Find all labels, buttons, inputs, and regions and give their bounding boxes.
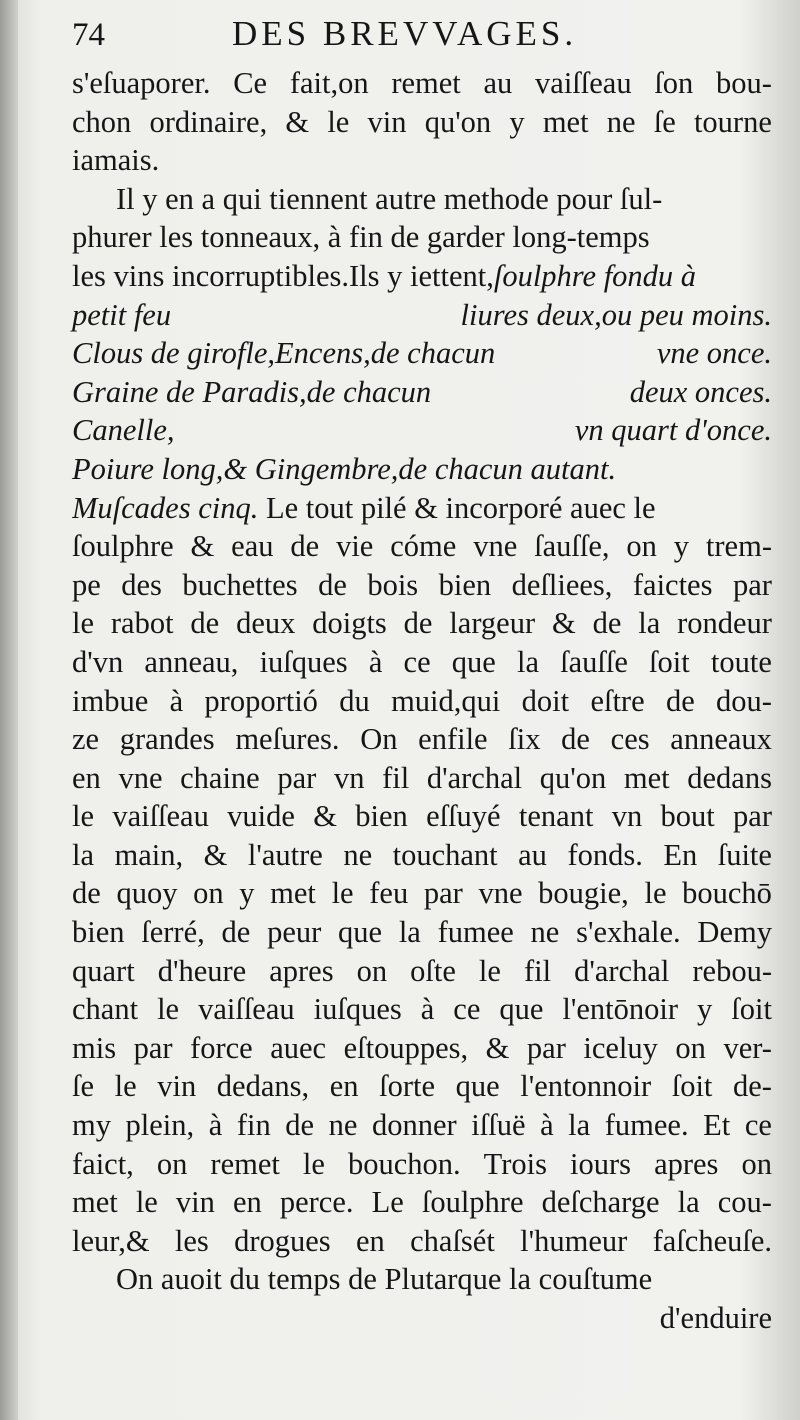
text-line: leur,& les drogues en chaſsét l'humeur faſcheuſe.	[72, 1223, 772, 1258]
body-text	[72, 64, 772, 1338]
text-italic: Muſcades cinq.	[72, 490, 259, 525]
recipe-amount: deux onces.	[629, 374, 772, 409]
text-line: s'eſuaporer. Ce fait,on remet au vaiſſeau ſon bou-	[72, 66, 772, 100]
recipe-row	[72, 334, 772, 373]
recipe-item: Clous de girofle,Encens,de chacun	[72, 336, 496, 371]
running-title: DES BREVVAGES.	[232, 14, 578, 53]
recipe-list	[72, 296, 772, 489]
text-roman: Le tout pilé & incorporé auec le	[265, 490, 656, 525]
page-number: 74	[72, 17, 105, 53]
recipe-row	[72, 450, 772, 489]
text-line: Il y en a qui tiennent autre methode pour ſul-	[116, 181, 663, 216]
text-line: faict, on remet le bouchon. Trois iours apres on	[72, 1146, 772, 1181]
recipe-item: Poiure long,& Gingembre,de chacun autant.	[72, 451, 617, 486]
recipe-row	[72, 373, 772, 412]
text-line: d'vn anneau, iuſques à ce que la ſauſſe ſoit toute	[72, 644, 772, 679]
recipe-item: petit feu	[72, 297, 172, 332]
text-line: chant le vaiſſeau iuſques à ce que l'entōnoir y ſoit	[72, 992, 772, 1027]
recipe-item: Graine de Paradis,de chacun	[72, 374, 432, 409]
text-line: phurer les tonneaux, à fin de garder long-temps	[72, 220, 650, 255]
text-line	[72, 489, 772, 528]
text-line: ſe le vin dedans, en ſorte que l'entonnoir ſoit de-	[72, 1069, 772, 1104]
text-line: quart d'heure apres on oſte le fil d'archal rebou-	[72, 953, 772, 988]
text-line: met le vin en perce. Le ſoulphre deſcharge la cou-	[72, 1185, 772, 1220]
text-line: ſoulphre & eau de vie cóme vne ſauſſe, on y trem-	[72, 529, 772, 564]
text-line: ze grandes meſures. On enfile ſix de ces anneaux	[72, 722, 772, 757]
text-line: le vaiſſeau vuide & bien eſſuyé tenant vn bout par	[72, 799, 772, 834]
recipe-amount: vn quart d'once.	[574, 413, 772, 448]
text-italic: ſoulphre fondu à	[493, 258, 697, 293]
text-line: le rabot de deux doigts de largeur & de la rondeur	[72, 606, 772, 641]
text-line: iamais.	[72, 143, 160, 178]
recipe-row	[72, 411, 772, 450]
recipe-amount: liures deux,ou peu moins.	[460, 297, 772, 332]
text-line: On auoit du temps de Plutarque la couſtume	[116, 1262, 653, 1297]
text-line: pe des buchettes de bois bien deſliees, faictes par	[72, 567, 772, 602]
page-header	[72, 14, 772, 64]
text-line: imbue à proportió du muid,qui doit eſtre de dou-	[72, 683, 772, 718]
catchword: d'enduire	[659, 1301, 772, 1335]
text-line: chon ordinaire, & le vin qu'on y met ne ſe tourne	[72, 104, 772, 139]
recipe-amount: vne once.	[656, 336, 772, 371]
text-roman: les vins incorruptibles.Ils y iettent,	[72, 258, 494, 293]
text-line: en vne chaine par vn fil d'archal qu'on met dedans	[72, 760, 772, 795]
text-line: de quoy on y met le feu par vne bougie, le bouchō	[72, 876, 772, 911]
binding-gutter	[0, 0, 18, 1420]
recipe-item: Canelle,	[72, 413, 175, 448]
text-line	[72, 257, 772, 296]
recipe-row	[72, 296, 772, 335]
text-line: la main, & l'autre ne touchant au fonds. En ſuite	[72, 837, 772, 872]
text-line: my plein, à fin de ne donner iſſuë à la fumee. Et ce	[72, 1108, 772, 1143]
text-line: mis par force auec eſtouppes, & par iceluy on ver-	[72, 1030, 772, 1065]
text-line: bien ſerré, de peur que la fumee ne s'exhale. Demy	[72, 915, 772, 950]
